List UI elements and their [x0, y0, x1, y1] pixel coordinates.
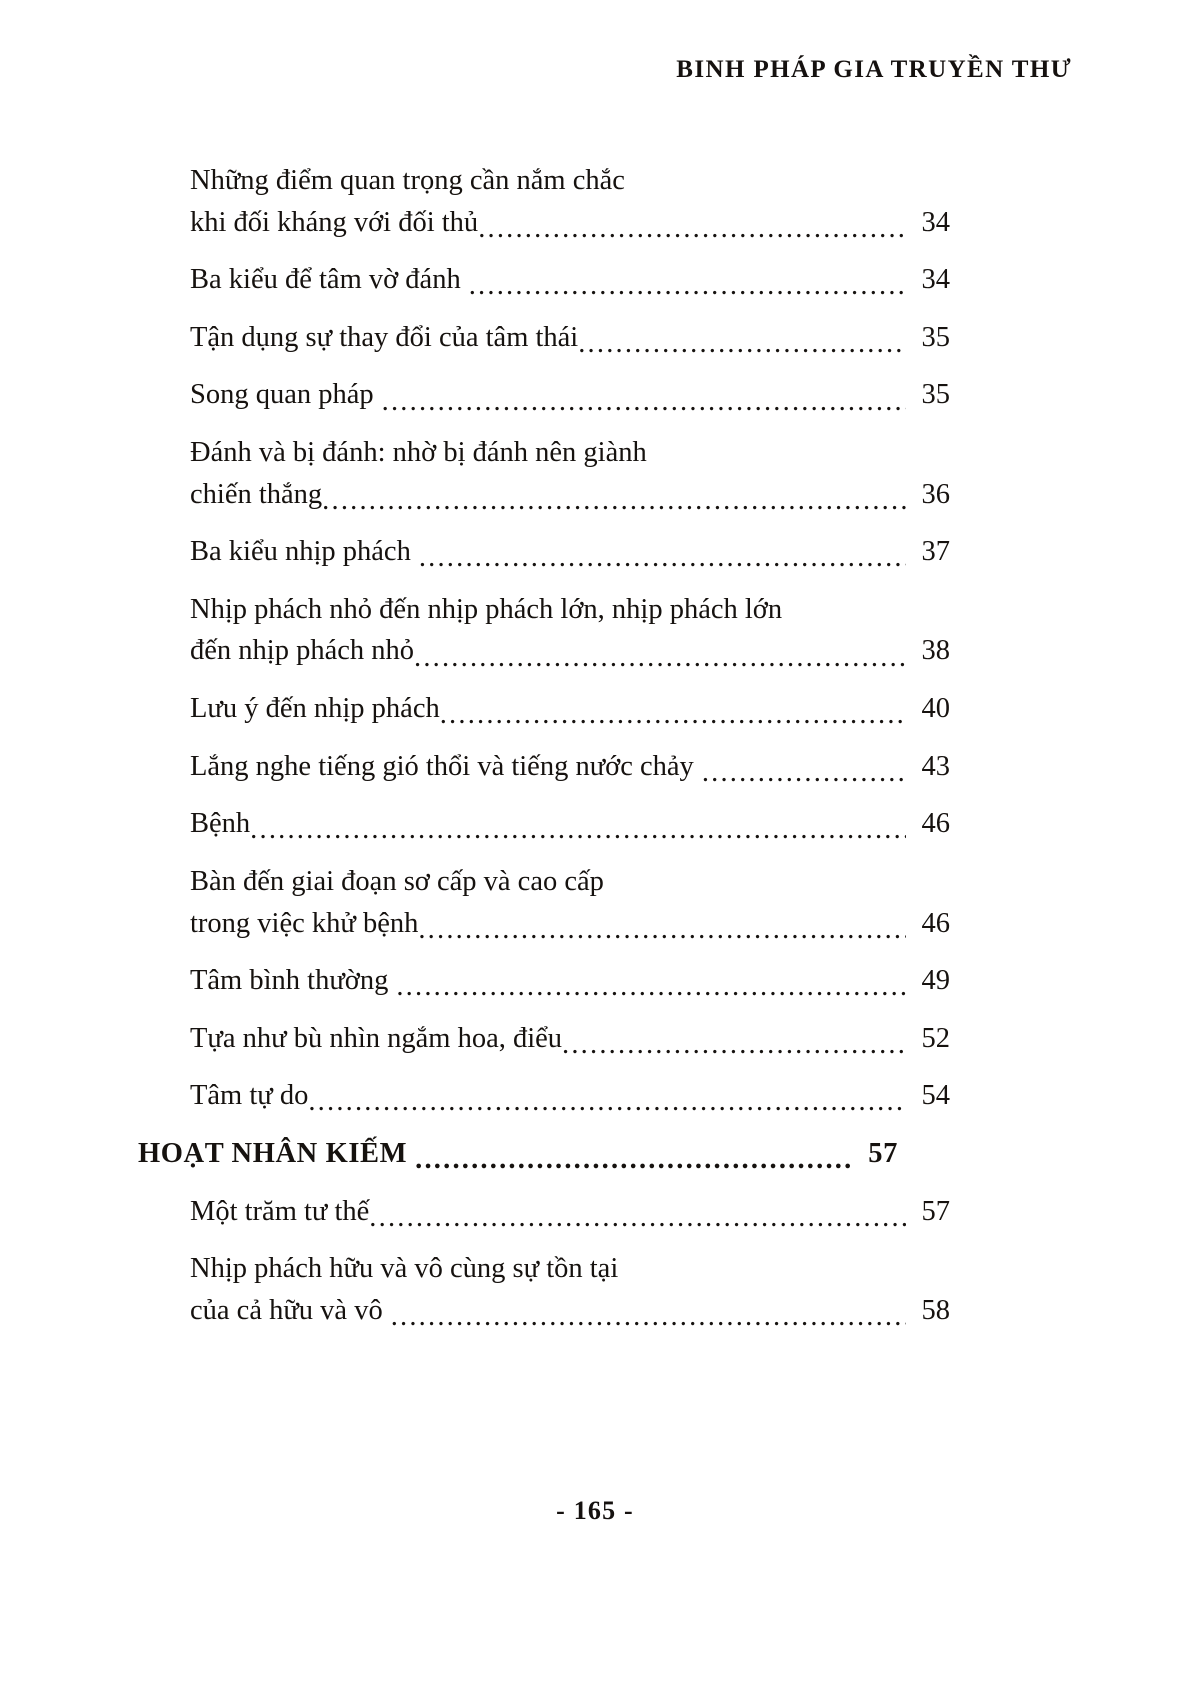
toc-entry[interactable] [138, 688, 950, 730]
toc-entry-title: chiến thắng [190, 478, 323, 510]
toc-entry[interactable] [138, 861, 950, 944]
toc-entry-title-line: Bàn đến giai đoạn sơ cấp và cao cấp [190, 865, 604, 897]
toc-dot-leader [322, 487, 906, 516]
toc-dot-leader [562, 1031, 906, 1060]
toc-page-number: 46 [921, 907, 950, 939]
toc-entry-line [138, 803, 950, 845]
toc-dot-leader [414, 644, 906, 673]
toc-entry[interactable] [138, 1133, 898, 1175]
table-of-contents [138, 160, 950, 1347]
toc-entry[interactable] [138, 317, 950, 359]
toc-entry-title: Một trăm tư thế [190, 1195, 370, 1227]
toc-page-number: 40 [921, 693, 950, 725]
toc-entry-line [138, 960, 950, 1002]
toc-entry-line [138, 531, 950, 573]
toc-entry-title: Song quan pháp [190, 379, 374, 411]
toc-dot-leader [369, 1204, 906, 1233]
toc-page-number: 38 [921, 635, 950, 667]
toc-entry-title: trong việc khử bệnh [190, 907, 419, 939]
toc-entry-line [138, 202, 950, 244]
toc-page-number: 35 [921, 379, 950, 411]
toc-entry-title: Tựa như bù nhìn ngắm hoa, điểu [190, 1022, 563, 1054]
toc-dot-leader [308, 1088, 906, 1117]
toc-entry[interactable] [138, 1075, 950, 1117]
toc-dot-leader [440, 701, 906, 730]
toc-entry[interactable] [138, 374, 950, 416]
toc-dot-leader [396, 973, 906, 1002]
toc-entry-title: Ba kiểu để tâm vờ đánh [190, 264, 461, 296]
toc-entry-title: khi đối kháng với đối thủ [190, 206, 479, 238]
toc-entry-line [138, 259, 950, 301]
toc-entry-line [138, 903, 950, 945]
toc-page-number: 34 [921, 264, 950, 296]
toc-dot-leader [469, 272, 906, 301]
toc-dot-leader [419, 544, 906, 573]
toc-entry-line [138, 1290, 950, 1332]
toc-dot-leader [478, 215, 906, 244]
toc-entry-title: Tâm bình thường [190, 965, 389, 997]
toc-entry[interactable] [138, 531, 950, 573]
toc-page-number: 57 [868, 1137, 898, 1169]
toc-page-number: 36 [921, 478, 950, 510]
toc-entry-title: Tâm tự do [190, 1080, 309, 1112]
toc-entry-line [138, 630, 950, 672]
toc-entry-title-line: Những điểm quan trọng cần nắm chắc [190, 165, 625, 196]
toc-entry-title: Bệnh [190, 808, 251, 840]
toc-entry[interactable] [138, 589, 950, 672]
toc-page-number: 43 [921, 750, 950, 782]
toc-entry-line [138, 474, 950, 516]
toc-page-number: 35 [921, 321, 950, 353]
toc-dot-leader [391, 1303, 906, 1332]
toc-page-number: 57 [921, 1195, 950, 1227]
toc-dot-leader [415, 1146, 854, 1175]
toc-entry-line [138, 1191, 950, 1233]
toc-dot-leader [382, 388, 906, 417]
toc-entry-line [138, 374, 950, 416]
toc-entry[interactable] [138, 960, 950, 1002]
toc-page-number: 52 [921, 1022, 950, 1054]
toc-entry-line [138, 688, 950, 730]
running-head: BINH PHÁP GIA TRUYỀN THƯ [676, 56, 1072, 83]
toc-entry-line [138, 746, 950, 788]
toc-dot-leader [702, 759, 906, 788]
toc-entry-title: đến nhịp phách nhỏ [190, 635, 414, 667]
toc-entry[interactable] [138, 1248, 950, 1331]
toc-dot-leader [250, 816, 906, 845]
toc-entry-line [138, 1075, 950, 1117]
toc-entry-title: HOẠT NHÂN KIẾM [138, 1137, 408, 1169]
page-folio: - 165 - [556, 1496, 634, 1525]
toc-entry[interactable] [138, 803, 950, 845]
toc-entry-title: Lưu ý đến nhịp phách [190, 693, 440, 725]
toc-dot-leader [578, 330, 906, 359]
toc-entry-title-line: Nhịp phách nhỏ đến nhịp phách lớn, nhịp phách lớn [190, 593, 783, 625]
toc-entry-title: của cả hữu và vô [190, 1294, 383, 1326]
toc-entry[interactable] [138, 1018, 950, 1060]
toc-entry[interactable] [138, 160, 950, 243]
toc-page-number: 54 [921, 1080, 950, 1112]
toc-dot-leader [418, 916, 906, 945]
toc-entry[interactable] [138, 1191, 950, 1233]
toc-entry[interactable] [138, 259, 950, 301]
toc-entry-title: Ba kiểu nhịp phách [190, 536, 411, 568]
toc-entry-title: Lắng nghe tiếng gió thổi và tiếng nước chảy [190, 750, 694, 782]
toc-entry[interactable] [138, 746, 950, 788]
toc-page-number: 34 [921, 206, 950, 238]
toc-page-number: 46 [921, 808, 950, 840]
toc-entry[interactable] [138, 432, 950, 515]
toc-entry-title: Tận dụng sự thay đổi của tâm thái [190, 321, 579, 353]
toc-entry-title-line: Nhịp phách hữu và vô cùng sự tồn tại [190, 1253, 619, 1285]
toc-entry-line [138, 317, 950, 359]
toc-entry-title-line: Đánh và bị đánh: nhờ bị đánh nên giành [190, 437, 647, 469]
toc-page-number: 49 [921, 965, 950, 997]
toc-page-number: 37 [921, 536, 950, 568]
toc-entry-line [138, 1018, 950, 1060]
toc-page-number: 58 [921, 1294, 950, 1326]
toc-entry-line [138, 1133, 898, 1175]
